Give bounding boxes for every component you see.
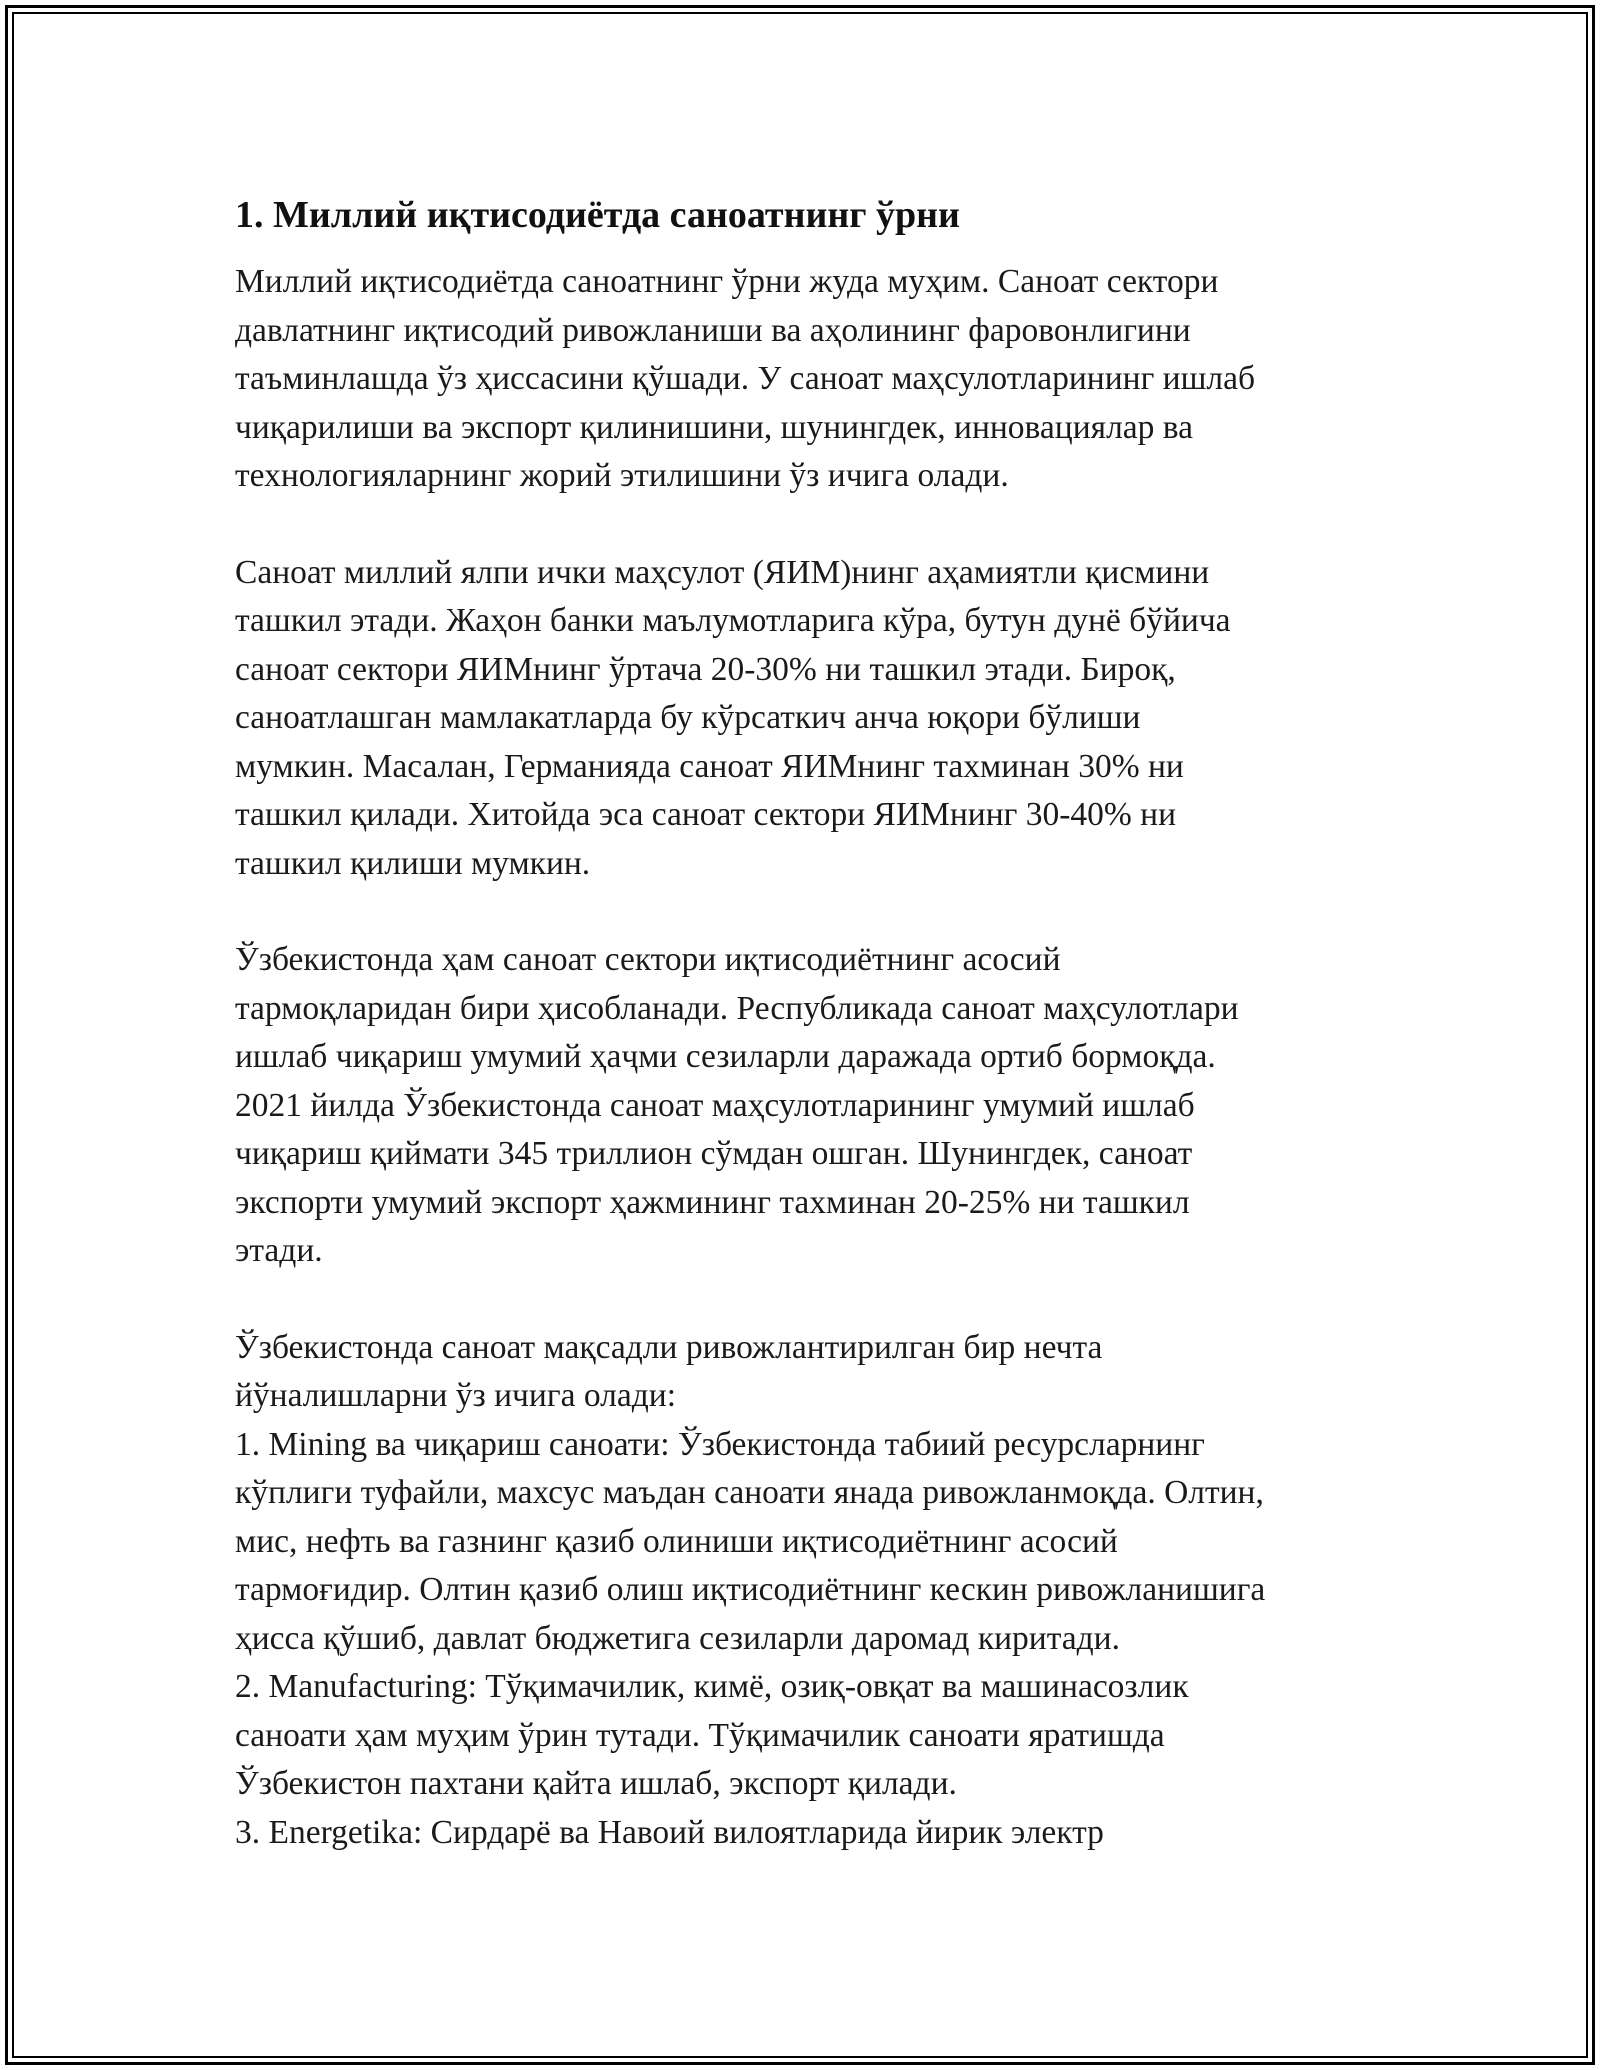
paragraph-industry-role: Миллий иқтисодиётда саноатнинг ўрни жуда муҳим. Саноат сектори давлатнинг иқтисодий ривожланиши ва аҳолининг фаровонлигини таъминлашда ўз ҳиссасини қўшади. У саноат маҳсулотларининг ишлаб чиқарилиши ва экспорт қилинишини, шунингдек, инновациялар ва технологияларнинг жорий этилишини ўз ичига олади. [235,263,1256,494]
paragraph-industry-directions: Ўзбекистонда саноат мақсадли ривожлантирилган бир нечта йўналишларни ўз ичига олади: 1. Mining ва чиқариш саноати: Ўзбекистонда табиий ресурсларнинг кўплиги туфайли, махсус маъдан саноати янада ривожланмоқда. Олтин, мис, нефть ва газнинг қазиб олиниши иқтисодиётнинг асосий тармоғидир. Олтин қазиб олиш иқтисодиётнинг кескин ривожланишига ҳисса қўшиб, давлат бюджетига сезиларли даромад киритади. 2. Manufacturing: Тўқимачилик, кимё, озиқ-овқат ва машинасозлик саноати ҳам муҳим ўрин тутади. Тўқимачилик саноати яратишда Ўзбекистон пахтани қайта ишлаб, экспорт қилади. 3. Energetika: Сирдарё ва Навоий вилоятларида йирик электр [235,1328,1266,1851]
paragraph-spacer [235,501,1375,549]
paragraph-uzbekistan-industry: Ўзбекистонда ҳам саноат сектори иқтисодиётнинг асосий тармоқларидан бири ҳисобланади. Республикада саноат маҳсулотлари ишлаб чиқариш умумий ҳаҷми сезиларли даражада ортиб бормоқда. 2021 йилда Ўзбекистонда саноат маҳсулотларининг умумий ишлаб чиқариш қиймати 345 триллион сўмдан ошган. Шунингдек, саноат экспорти умумий экспорт ҳажмининг тахминан 20-25% ни ташкил этади. [235,941,1239,1269]
paragraph-gdp-share: Саноат миллий ялпи ички маҳсулот (ЯИМ)нинг аҳамиятли қисмини ташкил этади. Жаҳон банки маълумотларига кўра, бутун дунё бўйича саноат сектори ЯИМнинг ўртача 20-30% ни ташкил этади. Бироқ, саноатлашган мамлакатларда бу кўрсаткич анча юқори бўлиши мумкин. Масалан, Германияда саноат ЯИМнинг тахминан 30% ни ташкил қилади. Хитойда эса саноат сектори ЯИМнинг 30-40% ни ташкил қилиши мумкин. [235,553,1231,882]
section-heading: 1. Миллий иқтисодиётда саноатнинг ўрни [235,194,960,236]
paragraph-spacer [235,1276,1375,1324]
document-body [235,188,1375,1857]
paragraph-spacer [235,888,1375,936]
